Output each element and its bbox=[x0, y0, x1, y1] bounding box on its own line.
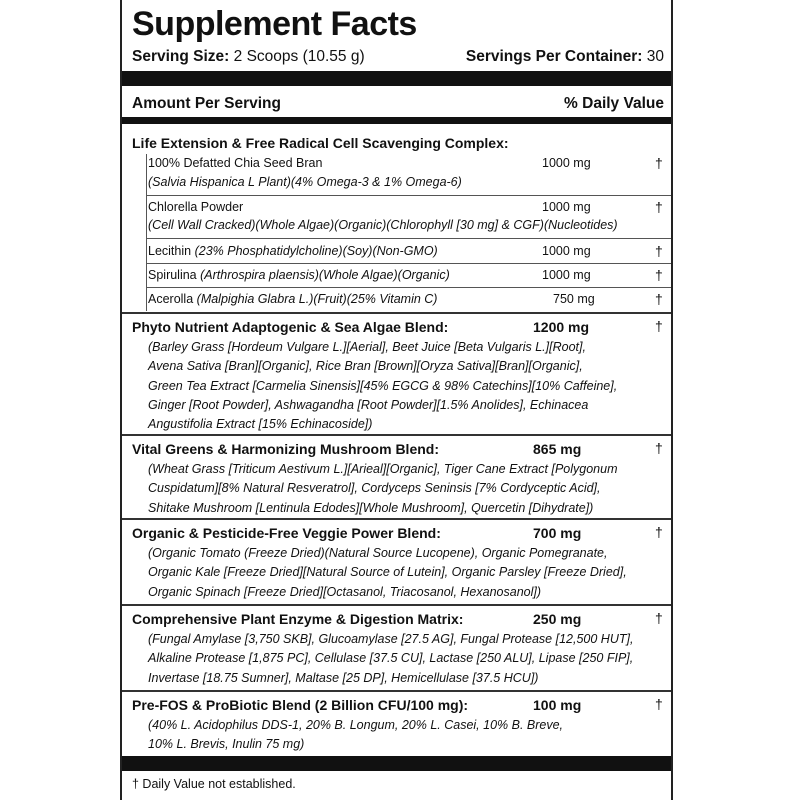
dagger-mark: † bbox=[655, 318, 663, 334]
section-divider bbox=[122, 690, 671, 692]
ingredient-line: Green Tea Extract [Carmelia Sinensis][45% EGCG & 98% Catechins][10% Caffeine], bbox=[148, 378, 618, 393]
ingredient-line: (Wheat Grass [Triticum Aestivum L.][Arieal][Organic], Tiger Cane Extract [Polygonum bbox=[148, 462, 618, 476]
sub-ingredient-lecithin-detail: (23% Phosphatidylcholine)(Soy)(Non-GMO) bbox=[194, 244, 438, 258]
thick-divider-top bbox=[122, 71, 671, 86]
complex-life-extension-name: Life Extension & Free Radical Cell Scavenging Complex: bbox=[132, 135, 509, 151]
thick-divider-header bbox=[122, 117, 671, 124]
blend-probiotic-ingredients bbox=[148, 716, 660, 755]
sub-ingredient-chlorella-detail: (Cell Wall Cracked)(Whole Algae)(Organic)(Chlorophyll [30 mg] & CGF)(Nucleotides) bbox=[148, 218, 618, 232]
ingredient-line: 10% L. Brevis, Inulin 75 mg) bbox=[148, 737, 305, 752]
serving-info-row bbox=[132, 47, 664, 67]
blend-vital-greens-amount: 865 mg bbox=[533, 441, 582, 457]
ingredient-line: Alkaline Protease [1,875 PC], Cellulase [37.5 CU], Lactase [250 ALU], Lipase [250 FIP], bbox=[148, 651, 634, 666]
row-divider bbox=[146, 238, 671, 239]
sub-ingredient-chia-amount: 1000 mg bbox=[542, 156, 591, 170]
blend-veggie-amount: 700 mg bbox=[533, 525, 582, 541]
servings-per-container bbox=[466, 47, 664, 67]
amount-header-row bbox=[132, 94, 664, 114]
ingredient-line: Cuspidatum][8% Natural Resveratrol], Cordyceps Seninsis [7% Cordyceptic Acid], bbox=[148, 481, 601, 496]
ingredient-line: Organic Spinach [Freeze Dried][Octasanol, Triacosanol, Hexanosanol]) bbox=[148, 584, 542, 599]
ingredient-line: Shitake Mushroom [Lentinula Edodes][Whole Mushroom], Quercetin [Dihydrate]) bbox=[148, 500, 594, 515]
sub-ingredient-chlorella-amount: 1000 mg bbox=[542, 200, 591, 214]
serving-size-value: 2 Scoops (10.55 g) bbox=[233, 48, 365, 65]
sub-ingredient-chia-detail: (Salvia Hispanica L Plant)(4% Omega-3 & 1% Omega-6) bbox=[148, 175, 462, 189]
ingredient-line: Ginger [Root Powder], Ashwagandha [Root Powder][1.5% Anolides], Echinacea bbox=[148, 397, 589, 412]
sub-ingredient-spirulina-name: Spirulina bbox=[148, 268, 197, 282]
ingredient-line: Invertase [18.75 Sumner], Maltase [25 DP], Hemicellulase [37.5 HCU]) bbox=[148, 670, 539, 685]
footnote: † Daily Value not established. bbox=[132, 777, 296, 791]
blend-vital-greens-ingredients bbox=[148, 460, 660, 518]
row-divider bbox=[146, 195, 671, 196]
panel-title: Supplement Facts bbox=[132, 5, 417, 43]
ingredient-line: (40% L. Acidophilus DDS-1, 20% B. Longum, 20% L. Casei, 10% B. Breve, bbox=[148, 718, 564, 732]
ingredient-line: (Organic Tomato (Freeze Dried)(Natural Source Lucopene), Organic Pomegranate, bbox=[148, 546, 608, 560]
blend-probiotic-name: Pre-FOS & ProBiotic Blend (2 Billion CFU/100 mg): bbox=[132, 697, 469, 713]
dagger-mark: † bbox=[655, 696, 663, 712]
ingredient-line: Angustifolia Extract [15% Echinacoside]) bbox=[148, 417, 373, 432]
dagger-mark: † bbox=[655, 267, 663, 283]
sub-ingredient-lecithin-name: Lecithin bbox=[148, 244, 192, 258]
ingredient-line: Avena Sativa [Bran][Organic], Rice Bran [Brown][Oryza Sativa][Bran][Organic], bbox=[148, 359, 583, 374]
blend-enzyme-ingredients bbox=[148, 630, 660, 688]
blend-phyto-amount: 1200 mg bbox=[533, 319, 590, 335]
dagger-mark: † bbox=[655, 199, 663, 215]
dagger-mark: † bbox=[655, 243, 663, 259]
sub-ingredient-chia-name: 100% Defatted Chia Seed Bran bbox=[148, 156, 323, 170]
ingredient-line: (Fungal Amylase [3,750 SKB], Glucoamylase [27.5 AG], Fungal Protease [12,500 HUT], bbox=[148, 632, 634, 646]
sub-ingredient-spirulina-detail: (Arthrospira plaensis)(Whole Algae)(Organic) bbox=[200, 268, 450, 282]
dagger-mark: † bbox=[655, 291, 663, 307]
amount-per-serving-label: Amount Per Serving bbox=[132, 95, 281, 112]
blend-veggie-ingredients bbox=[148, 544, 660, 602]
section-divider bbox=[122, 312, 671, 314]
blend-phyto-ingredients bbox=[148, 338, 660, 434]
sub-ingredient-chlorella-name: Chlorella Powder bbox=[148, 200, 244, 214]
blend-enzyme-name: Comprehensive Plant Enzyme & Digestion Matrix: bbox=[132, 611, 464, 627]
blend-probiotic-amount: 100 mg bbox=[533, 697, 582, 713]
daily-value-label: % Daily Value bbox=[564, 95, 664, 112]
blend-veggie-name: Organic & Pesticide-Free Veggie Power Blend: bbox=[132, 525, 441, 541]
row-divider bbox=[146, 287, 671, 288]
sub-ingredient-spirulina-amount: 1000 mg bbox=[542, 268, 591, 282]
serving-size-label: Serving Size: bbox=[132, 48, 230, 65]
blend-vital-greens-name: Vital Greens & Harmonizing Mushroom Blend: bbox=[132, 441, 440, 457]
blend-phyto-name: Phyto Nutrient Adaptogenic & Sea Algae Blend: bbox=[132, 319, 449, 335]
sub-ingredient-acerolla-name: Acerolla bbox=[148, 292, 194, 306]
sub-ingredient-acerolla-detail: (Malpighia Glabra L.)(Fruit)(25% Vitamin C) bbox=[196, 292, 438, 306]
sub-ingredient-acerolla-amount: 750 mg bbox=[553, 292, 595, 306]
servings-per-container-value: 30 bbox=[646, 48, 664, 65]
dagger-mark: † bbox=[655, 440, 663, 456]
blend-enzyme-amount: 250 mg bbox=[533, 611, 582, 627]
servings-per-container-label: Servings Per Container: bbox=[465, 48, 643, 65]
dagger-mark: † bbox=[655, 610, 663, 626]
thick-divider-bottom bbox=[122, 756, 671, 771]
section-divider bbox=[122, 434, 671, 436]
ingredient-line: Organic Kale [Freeze Dried][Natural Source of Lutein], Organic Parsley [Freeze Dried], bbox=[148, 565, 627, 580]
sub-ingredient-lecithin-amount: 1000 mg bbox=[542, 244, 591, 258]
section-divider bbox=[122, 604, 671, 606]
dagger-mark: † bbox=[655, 155, 663, 171]
section-divider bbox=[122, 518, 671, 520]
dagger-mark: † bbox=[655, 524, 663, 540]
ingredient-line: (Barley Grass [Hordeum Vulgare L.][Aerial], Beet Juice [Beta Vulgaris L.][Root], bbox=[148, 340, 586, 354]
row-divider bbox=[146, 263, 671, 264]
